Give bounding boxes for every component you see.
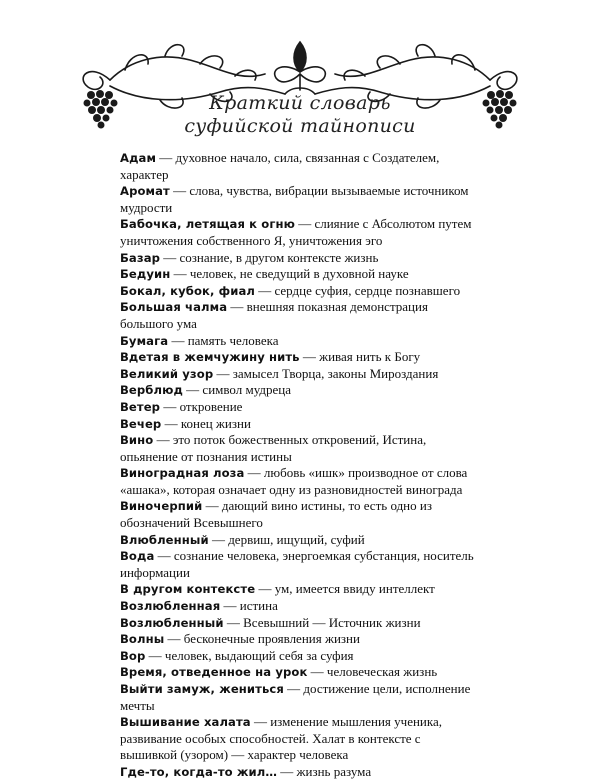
entry-definition: — жизнь разума [277,763,372,779]
glossary-entry [120,216,480,249]
title-line-1: Краткий словарь [209,92,391,114]
entry-term: Вода [120,549,155,564]
entry-term: Базар [120,250,161,265]
entry-definition: — сердце суфия, сердце познавшего [254,282,461,298]
entry-term: Виночерпий [120,499,203,514]
entry-term: Аромат [120,184,170,199]
glossary-entry [120,598,480,615]
entry-definition: — человек, не сведущий в духовной науке [170,266,409,282]
entry-definition: — изменение мышления ученика, развивание особых способностей. Халат в контексте с вышивкой (узором) — характер человека [120,714,443,763]
entry-term: Адам [120,151,157,165]
entry-definition: — живая нить к Богу [299,349,421,365]
entry-definition: — Всевышний — Источник жизни [223,614,421,630]
entry-definition: — дервиш, ищущий, суфий [208,531,365,547]
entry-term: Вор [120,648,146,663]
title-line-2: суфийской тайнописи [184,115,416,137]
glossary-entry [120,250,480,267]
entry-definition: — символ мудреца [182,382,292,398]
entry-definition: — внешняя показная демонстрация большого ума [120,299,428,331]
entry-term: Возлюбленная [120,599,221,614]
entry-definition: — дающий вино истины, то есть одно из обозначений Всевышнего [120,498,432,531]
glossary-entry [120,150,480,183]
entry-term: Великий узор [120,366,214,381]
entry-definition: — человеческая жизнь [307,664,438,680]
entry-definition: — слияние с Абсолютом путем уничтожения собственного Я, уничтожения эго [120,216,472,248]
entry-term: Где-то, когда-то жил… [120,764,278,779]
entry-term: Виноградная лоза [120,466,245,481]
glossary-entry [120,465,480,498]
entry-term: Бедуин [120,267,171,282]
glossary-entry [120,299,480,332]
glossary-entry [120,548,480,581]
entry-definition: — сознание, в другом контексте жизнь [160,249,379,265]
glossary-entry [120,764,480,781]
entry-term: Бокал, кубок, фиал [120,283,255,298]
glossary-entry [120,266,480,283]
glossary-entry [120,631,480,648]
entry-term: Волны [120,632,165,647]
entry-term: Бумага [120,333,169,348]
glossary-entry [120,183,480,216]
entry-term: Возлюбленный [120,615,224,630]
entry-definition: — сознание человека, энергоемкая субстанция, носитель информации [120,548,474,580]
glossary-entry [120,432,480,465]
glossary-entry [120,283,480,300]
glossary-entry [120,615,480,632]
entry-definition: — истина [220,598,278,614]
glossary-entry [120,648,480,665]
entry-term: Влюбленный [120,532,209,547]
entry-definition: — духовное начало, сила, связанная с Создателем, характер [120,150,440,182]
entry-definition: — ум, имеется ввиду интеллект [255,581,435,597]
entry-definition: — любовь «ишк» производное от слова «ашака», которая означает одну из разновидностей винограда [120,465,468,497]
glossary-entry [120,333,480,350]
glossary-entry [120,532,480,549]
glossary-entry [120,349,480,366]
glossary-entry [120,382,480,399]
glossary-list [120,150,480,781]
glossary-entry [120,581,480,598]
entry-definition: — откровение [160,398,243,414]
entry-term: В другом контексте [120,582,256,597]
glossary-entry [120,416,480,433]
glossary-entry [120,366,480,383]
entry-definition: — слова, чувства, вибрации вызываемые источником мудрости [120,183,469,215]
entry-term: Вдетая в жемчужину нить [120,350,300,365]
entry-term: Вышивание халата [120,715,251,730]
glossary-entry [120,681,480,714]
glossary-entry [120,399,480,416]
entry-term: Бабочка, летящая к огню [120,217,295,232]
entry-term: Ветер [120,399,161,414]
entry-definition: — память человека [168,332,279,348]
entry-term: Вино [120,433,154,448]
entry-definition: — конец жизни [161,415,251,431]
entry-term: Вечер [120,416,162,431]
glossary-entry [120,664,480,681]
entry-definition: — бесконечные проявления жизни [164,631,360,647]
entry-definition: — это поток божественных откровений, Истина, опьянение от познания истины [120,432,427,464]
entry-definition: — достижение цели, исполнение мечты [120,681,471,713]
entry-term: Верблюд [120,383,183,398]
entry-term: Большая чалма [120,300,228,315]
entry-term: Выйти замуж, жениться [120,682,284,696]
page-title [0,92,600,138]
entry-term: Время, отведенное на урок [120,665,308,680]
glossary-entry [120,714,480,764]
entry-definition: — замысел Творца, законы Мироздания [213,365,439,381]
entry-definition: — человек, выдающий себя за суфия [145,647,354,663]
glossary-entry [120,498,480,531]
